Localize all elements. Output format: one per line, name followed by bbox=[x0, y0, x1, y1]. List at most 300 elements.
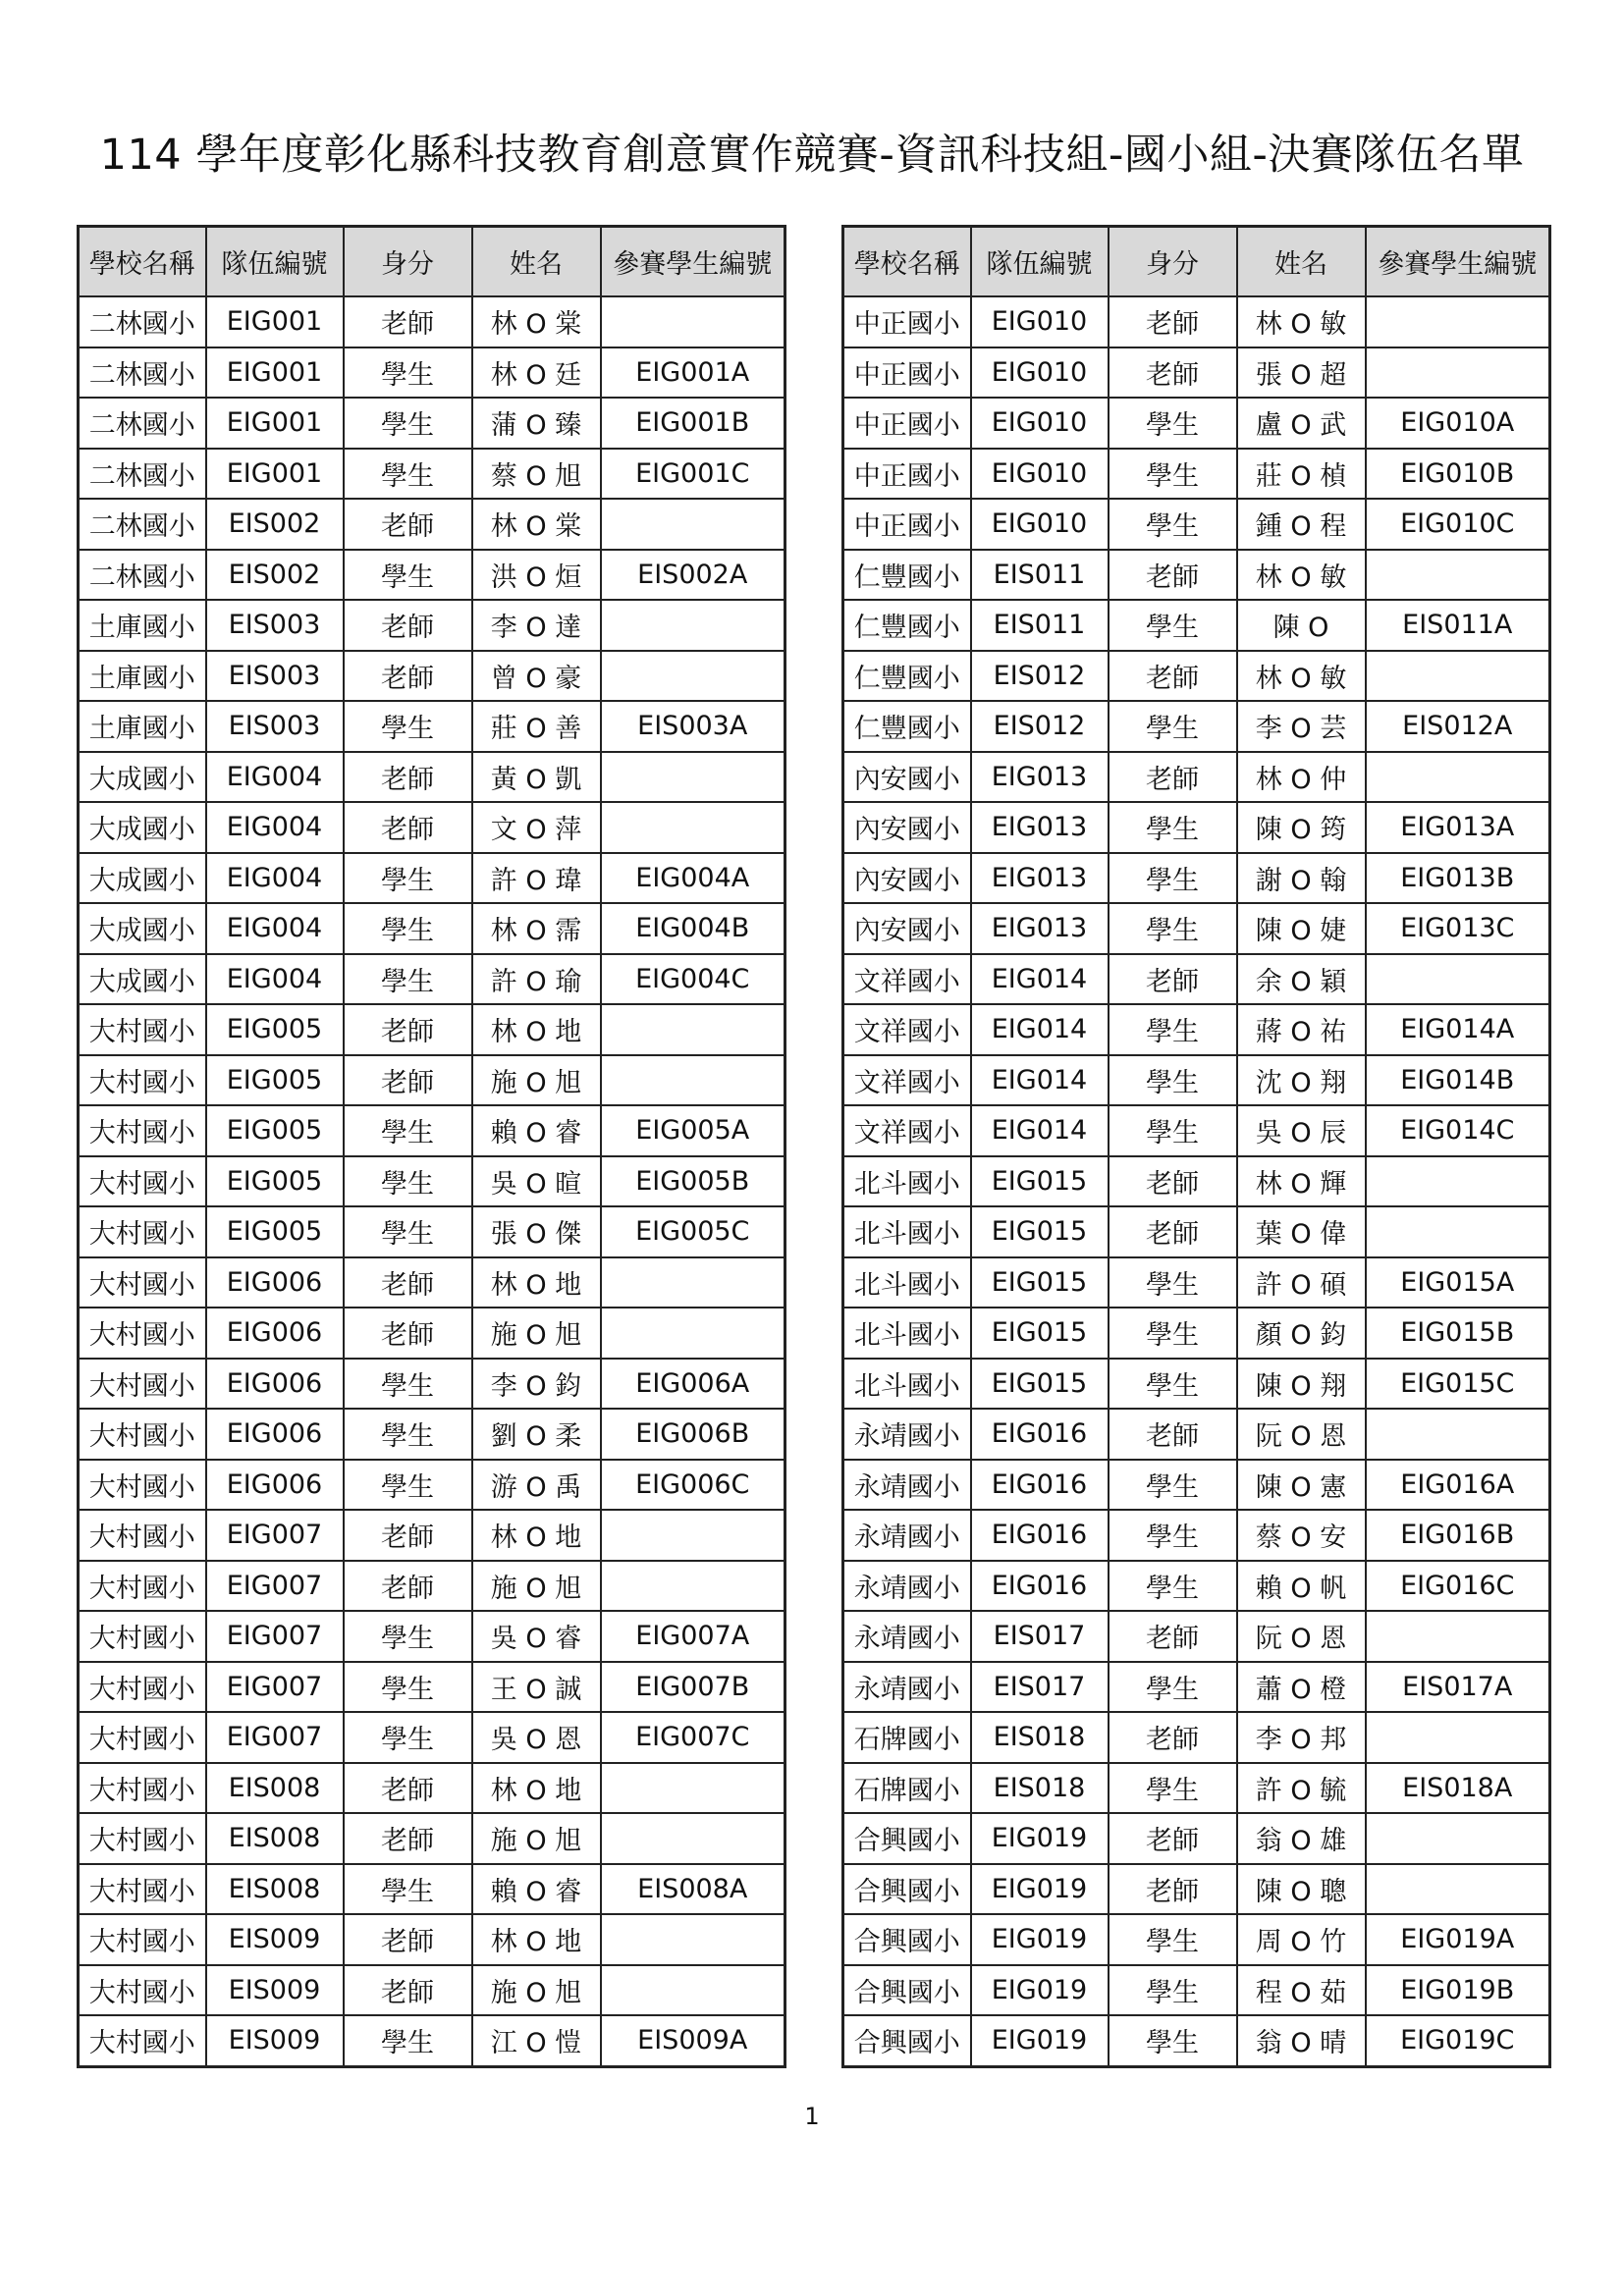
cell-role: 學生 bbox=[344, 347, 472, 399]
table-row bbox=[843, 752, 1550, 803]
cell-name: 林 O 敏 bbox=[1237, 651, 1366, 702]
cell-school: 大成國小 bbox=[79, 853, 206, 904]
table-row bbox=[79, 1257, 785, 1308]
cell-student-id bbox=[601, 1561, 785, 1612]
cell-team-id: EIG013 bbox=[971, 903, 1109, 954]
cell-student-id bbox=[601, 600, 785, 651]
table-row bbox=[79, 1308, 785, 1359]
cell-school: 合興國小 bbox=[843, 1864, 971, 1915]
table-row bbox=[79, 1813, 785, 1864]
cell-role: 學生 bbox=[1109, 1359, 1237, 1410]
cell-name: 施 O 旭 bbox=[472, 1965, 601, 2016]
cell-school: 仁豐國小 bbox=[843, 550, 971, 601]
cell-school: 大村國小 bbox=[79, 1055, 206, 1106]
cell-team-id: EIG015 bbox=[971, 1156, 1109, 1207]
table-row bbox=[79, 600, 785, 651]
cell-role: 老師 bbox=[344, 1813, 472, 1864]
table-row bbox=[79, 550, 785, 601]
cell-student-id: EIG014C bbox=[1366, 1105, 1550, 1156]
cell-team-id: EIG006 bbox=[206, 1460, 344, 1511]
cell-student-id bbox=[601, 1763, 785, 1814]
cell-name: 張 O 超 bbox=[1237, 347, 1366, 399]
cell-school: 永靖國小 bbox=[843, 1611, 971, 1662]
cell-name: 林 O 地 bbox=[472, 1004, 601, 1055]
cell-school: 大村國小 bbox=[79, 1156, 206, 1207]
cell-name: 許 O 瑜 bbox=[472, 954, 601, 1005]
cell-student-id: EIG004B bbox=[601, 903, 785, 954]
table-header-row bbox=[79, 227, 785, 297]
cell-team-id: EIG010 bbox=[971, 296, 1109, 347]
cell-role: 學生 bbox=[1109, 398, 1237, 449]
cell-school: 土庫國小 bbox=[79, 701, 206, 752]
cell-school: 合興國小 bbox=[843, 1914, 971, 1965]
cell-name: 蔣 O 祐 bbox=[1237, 1004, 1366, 1055]
table-row bbox=[79, 1004, 785, 1055]
cell-team-id: EIS009 bbox=[206, 1914, 344, 1965]
cell-name: 游 O 禹 bbox=[472, 1460, 601, 1511]
cell-name: 施 O 旭 bbox=[472, 1055, 601, 1106]
cell-team-id: EIG016 bbox=[971, 1510, 1109, 1561]
cell-name: 莊 O 善 bbox=[472, 701, 601, 752]
table-row bbox=[843, 1914, 1550, 1965]
cell-student-id bbox=[1366, 296, 1550, 347]
page-title: 114 學年度彰化縣科技教育創意實作競賽-資訊科技組-國小組-決賽隊伍名單 bbox=[99, 131, 1525, 180]
cell-student-id: EIG007C bbox=[601, 1712, 785, 1763]
cell-student-id bbox=[601, 1055, 785, 1106]
cell-school: 二林國小 bbox=[79, 398, 206, 449]
table-row bbox=[79, 1611, 785, 1662]
cell-role: 學生 bbox=[1109, 2015, 1237, 2066]
cell-team-id: EIG014 bbox=[971, 1004, 1109, 1055]
cell-name: 蕭 O 橙 bbox=[1237, 1662, 1366, 1713]
page-number: 1 bbox=[804, 2103, 820, 2130]
cell-team-id: EIS008 bbox=[206, 1864, 344, 1915]
table-row bbox=[843, 1206, 1550, 1257]
cell-team-id: EIG005 bbox=[206, 1105, 344, 1156]
table-row bbox=[79, 701, 785, 752]
table-row bbox=[843, 1308, 1550, 1359]
cell-team-id: EIG015 bbox=[971, 1359, 1109, 1410]
cell-student-id: EIG006C bbox=[601, 1460, 785, 1511]
cell-school: 大村國小 bbox=[79, 1864, 206, 1915]
cell-school: 文祥國小 bbox=[843, 1055, 971, 1106]
cell-team-id: EIG005 bbox=[206, 1055, 344, 1106]
cell-student-id: EIG015B bbox=[1366, 1308, 1550, 1359]
cell-name: 林 O 棠 bbox=[472, 296, 601, 347]
cell-school: 合興國小 bbox=[843, 2015, 971, 2066]
table-row bbox=[79, 954, 785, 1005]
cell-team-id: EIG010 bbox=[971, 398, 1109, 449]
cell-role: 老師 bbox=[344, 802, 472, 853]
cell-role: 學生 bbox=[1109, 853, 1237, 904]
cell-student-id bbox=[601, 1004, 785, 1055]
table-row bbox=[843, 1257, 1550, 1308]
cell-student-id: EIG006A bbox=[601, 1359, 785, 1410]
table-row bbox=[79, 1965, 785, 2016]
cell-student-id: EIG005C bbox=[601, 1206, 785, 1257]
cell-team-id: EIG019 bbox=[971, 1864, 1109, 1915]
cell-student-id: EIG005B bbox=[601, 1156, 785, 1207]
cell-role: 學生 bbox=[1109, 1914, 1237, 1965]
cell-role: 學生 bbox=[1109, 701, 1237, 752]
cell-team-id: EIG010 bbox=[971, 499, 1109, 550]
cell-student-id: EIS002A bbox=[601, 550, 785, 601]
cell-team-id: EIG001 bbox=[206, 296, 344, 347]
cell-team-id: EIG019 bbox=[971, 1813, 1109, 1864]
cell-team-id: EIG004 bbox=[206, 954, 344, 1005]
cell-name: 吳 O 辰 bbox=[1237, 1105, 1366, 1156]
cell-role: 老師 bbox=[344, 651, 472, 702]
cell-role: 老師 bbox=[1109, 651, 1237, 702]
cell-school: 二林國小 bbox=[79, 449, 206, 500]
cell-team-id: EIS002 bbox=[206, 550, 344, 601]
table-row bbox=[79, 853, 785, 904]
cell-student-id: EIG019C bbox=[1366, 2015, 1550, 2066]
cell-student-id bbox=[601, 1813, 785, 1864]
cell-student-id: EIG006B bbox=[601, 1409, 785, 1460]
cell-school: 內安國小 bbox=[843, 752, 971, 803]
cell-role: 學生 bbox=[344, 1460, 472, 1511]
cell-student-id bbox=[601, 651, 785, 702]
cell-school: 大成國小 bbox=[79, 802, 206, 853]
cell-team-id: EIG010 bbox=[971, 449, 1109, 500]
table-row bbox=[843, 2015, 1550, 2066]
column-header-name: 姓名 bbox=[1237, 227, 1366, 297]
cell-role: 學生 bbox=[344, 853, 472, 904]
cell-name: 鍾 O 程 bbox=[1237, 499, 1366, 550]
roster-table-right bbox=[841, 225, 1551, 2068]
cell-student-id: EIG016C bbox=[1366, 1561, 1550, 1612]
cell-role: 老師 bbox=[344, 1510, 472, 1561]
cell-team-id: EIS003 bbox=[206, 651, 344, 702]
cell-role: 老師 bbox=[1109, 1409, 1237, 1460]
cell-name: 謝 O 翰 bbox=[1237, 853, 1366, 904]
cell-student-id: EIS009A bbox=[601, 2015, 785, 2066]
cell-school: 合興國小 bbox=[843, 1813, 971, 1864]
cell-student-id: EIG013A bbox=[1366, 802, 1550, 853]
cell-role: 學生 bbox=[344, 1712, 472, 1763]
cell-name: 吳 O 恩 bbox=[472, 1712, 601, 1763]
cell-student-id bbox=[601, 1510, 785, 1561]
cell-name: 李 O 達 bbox=[472, 600, 601, 651]
table-row bbox=[79, 1460, 785, 1511]
cell-student-id bbox=[601, 1965, 785, 2016]
column-header-student-id: 參賽學生編號 bbox=[601, 227, 785, 297]
cell-student-id bbox=[601, 296, 785, 347]
table-row bbox=[79, 1662, 785, 1713]
cell-student-id: EIG015C bbox=[1366, 1359, 1550, 1410]
column-header-name: 姓名 bbox=[472, 227, 601, 297]
cell-team-id: EIG013 bbox=[971, 853, 1109, 904]
cell-student-id: EIS011A bbox=[1366, 600, 1550, 651]
cell-student-id: EIG005A bbox=[601, 1105, 785, 1156]
cell-school: 文祥國小 bbox=[843, 954, 971, 1005]
cell-role: 學生 bbox=[1109, 1763, 1237, 1814]
cell-role: 學生 bbox=[1109, 1460, 1237, 1511]
cell-role: 老師 bbox=[344, 1763, 472, 1814]
cell-school: 永靖國小 bbox=[843, 1561, 971, 1612]
cell-team-id: EIG007 bbox=[206, 1662, 344, 1713]
cell-school: 石牌國小 bbox=[843, 1712, 971, 1763]
table-row bbox=[843, 600, 1550, 651]
cell-student-id: EIG007B bbox=[601, 1662, 785, 1713]
cell-role: 老師 bbox=[344, 1004, 472, 1055]
cell-school: 大村國小 bbox=[79, 1510, 206, 1561]
cell-name: 林 O 地 bbox=[472, 1914, 601, 1965]
cell-team-id: EIG015 bbox=[971, 1257, 1109, 1308]
cell-role: 老師 bbox=[344, 1308, 472, 1359]
cell-role: 學生 bbox=[1109, 1004, 1237, 1055]
cell-name: 施 O 旭 bbox=[472, 1308, 601, 1359]
cell-team-id: EIG013 bbox=[971, 802, 1109, 853]
table-row bbox=[79, 1763, 785, 1814]
table-row bbox=[79, 1105, 785, 1156]
cell-school: 永靖國小 bbox=[843, 1510, 971, 1561]
table-row bbox=[79, 1561, 785, 1612]
cell-name: 王 O 誠 bbox=[472, 1662, 601, 1713]
cell-school: 二林國小 bbox=[79, 296, 206, 347]
cell-team-id: EIS011 bbox=[971, 550, 1109, 601]
cell-name: 黃 O 凱 bbox=[472, 752, 601, 803]
cell-team-id: EIS009 bbox=[206, 1965, 344, 2016]
table-row bbox=[843, 1864, 1550, 1915]
cell-team-id: EIS009 bbox=[206, 2015, 344, 2066]
cell-team-id: EIG019 bbox=[971, 1965, 1109, 2016]
cell-school: 仁豐國小 bbox=[843, 701, 971, 752]
cell-team-id: EIG013 bbox=[971, 752, 1109, 803]
table-row bbox=[843, 1105, 1550, 1156]
cell-team-id: EIG005 bbox=[206, 1206, 344, 1257]
cell-team-id: EIS012 bbox=[971, 701, 1109, 752]
cell-team-id: EIG006 bbox=[206, 1409, 344, 1460]
cell-school: 大村國小 bbox=[79, 1712, 206, 1763]
cell-school: 大村國小 bbox=[79, 1004, 206, 1055]
cell-team-id: EIG016 bbox=[971, 1460, 1109, 1511]
cell-name: 阮 O 恩 bbox=[1237, 1409, 1366, 1460]
cell-team-id: EIG016 bbox=[971, 1561, 1109, 1612]
cell-school: 大成國小 bbox=[79, 752, 206, 803]
table-row bbox=[843, 1662, 1550, 1713]
table-row bbox=[843, 903, 1550, 954]
cell-team-id: EIG014 bbox=[971, 1055, 1109, 1106]
cell-role: 學生 bbox=[1109, 1055, 1237, 1106]
cell-name: 翁 O 晴 bbox=[1237, 2015, 1366, 2066]
cell-student-id bbox=[1366, 752, 1550, 803]
cell-school: 二林國小 bbox=[79, 499, 206, 550]
cell-name: 林 O 地 bbox=[472, 1510, 601, 1561]
cell-school: 北斗國小 bbox=[843, 1156, 971, 1207]
cell-team-id: EIG014 bbox=[971, 954, 1109, 1005]
cell-name: 文 O 萍 bbox=[472, 802, 601, 853]
cell-role: 老師 bbox=[1109, 1712, 1237, 1763]
cell-name: 施 O 旭 bbox=[472, 1813, 601, 1864]
cell-name: 賴 O 睿 bbox=[472, 1864, 601, 1915]
table-row bbox=[79, 296, 785, 347]
table-row bbox=[843, 802, 1550, 853]
cell-name: 張 O 傑 bbox=[472, 1206, 601, 1257]
cell-name: 林 O 棠 bbox=[472, 499, 601, 550]
cell-team-id: EIG006 bbox=[206, 1308, 344, 1359]
cell-name: 賴 O 睿 bbox=[472, 1105, 601, 1156]
cell-school: 大村國小 bbox=[79, 1662, 206, 1713]
cell-school: 石牌國小 bbox=[843, 1763, 971, 1814]
cell-team-id: EIS008 bbox=[206, 1813, 344, 1864]
cell-role: 學生 bbox=[344, 1156, 472, 1207]
cell-role: 學生 bbox=[344, 1409, 472, 1460]
column-header-team-id: 隊伍編號 bbox=[971, 227, 1109, 297]
cell-name: 吳 O 暄 bbox=[472, 1156, 601, 1207]
cell-role: 老師 bbox=[1109, 954, 1237, 1005]
cell-student-id: EIG013B bbox=[1366, 853, 1550, 904]
cell-student-id: EIG014B bbox=[1366, 1055, 1550, 1106]
cell-student-id bbox=[1366, 1611, 1550, 1662]
cell-team-id: EIG001 bbox=[206, 347, 344, 399]
table-row bbox=[843, 296, 1550, 347]
cell-team-id: EIG019 bbox=[971, 1914, 1109, 1965]
cell-name: 劉 O 柔 bbox=[472, 1409, 601, 1460]
cell-team-id: EIG019 bbox=[971, 2015, 1109, 2066]
cell-student-id: EIG019B bbox=[1366, 1965, 1550, 2016]
cell-student-id: EIG016B bbox=[1366, 1510, 1550, 1561]
cell-school: 中正國小 bbox=[843, 296, 971, 347]
cell-student-id: EIS012A bbox=[1366, 701, 1550, 752]
cell-name: 李 O 邦 bbox=[1237, 1712, 1366, 1763]
table-row bbox=[79, 499, 785, 550]
cell-student-id: EIG010A bbox=[1366, 398, 1550, 449]
cell-team-id: EIG007 bbox=[206, 1561, 344, 1612]
cell-team-id: EIS017 bbox=[971, 1611, 1109, 1662]
cell-name: 吳 O 睿 bbox=[472, 1611, 601, 1662]
cell-name: 葉 O 偉 bbox=[1237, 1206, 1366, 1257]
cell-role: 學生 bbox=[1109, 1561, 1237, 1612]
cell-student-id bbox=[1366, 954, 1550, 1005]
cell-team-id: EIG016 bbox=[971, 1409, 1109, 1460]
table-row bbox=[79, 1359, 785, 1410]
cell-role: 學生 bbox=[1109, 1510, 1237, 1561]
cell-role: 老師 bbox=[1109, 1611, 1237, 1662]
cell-team-id: EIG001 bbox=[206, 449, 344, 500]
cell-school: 永靖國小 bbox=[843, 1460, 971, 1511]
cell-student-id: EIG013C bbox=[1366, 903, 1550, 954]
cell-role: 學生 bbox=[1109, 499, 1237, 550]
cell-name: 蔡 O 安 bbox=[1237, 1510, 1366, 1561]
cell-student-id: EIG004A bbox=[601, 853, 785, 904]
cell-school: 大村國小 bbox=[79, 1359, 206, 1410]
column-header-student-id: 參賽學生編號 bbox=[1366, 227, 1550, 297]
column-header-role: 身分 bbox=[344, 227, 472, 297]
cell-school: 大村國小 bbox=[79, 1611, 206, 1662]
cell-school: 土庫國小 bbox=[79, 600, 206, 651]
cell-role: 老師 bbox=[1109, 1864, 1237, 1915]
cell-school: 大成國小 bbox=[79, 954, 206, 1005]
cell-name: 林 O 敏 bbox=[1237, 550, 1366, 601]
cell-role: 學生 bbox=[344, 2015, 472, 2066]
cell-school: 北斗國小 bbox=[843, 1308, 971, 1359]
cell-role: 老師 bbox=[1109, 1206, 1237, 1257]
cell-school: 北斗國小 bbox=[843, 1206, 971, 1257]
cell-name: 陳 O 憲 bbox=[1237, 1460, 1366, 1511]
table-row bbox=[843, 1460, 1550, 1511]
cell-student-id bbox=[601, 752, 785, 803]
cell-role: 學生 bbox=[344, 1359, 472, 1410]
cell-name: 翁 O 雄 bbox=[1237, 1813, 1366, 1864]
cell-role: 學生 bbox=[1109, 449, 1237, 500]
cell-team-id: EIG001 bbox=[206, 398, 344, 449]
cell-role: 學生 bbox=[344, 1611, 472, 1662]
table-row bbox=[843, 1409, 1550, 1460]
cell-team-id: EIG004 bbox=[206, 802, 344, 853]
cell-role: 學生 bbox=[344, 449, 472, 500]
cell-school: 大村國小 bbox=[79, 1105, 206, 1156]
cell-team-id: EIG007 bbox=[206, 1712, 344, 1763]
cell-name: 林 O 廷 bbox=[472, 347, 601, 399]
cell-student-id: EIG001B bbox=[601, 398, 785, 449]
cell-team-id: EIS003 bbox=[206, 701, 344, 752]
cell-school: 大村國小 bbox=[79, 2015, 206, 2066]
cell-student-id: EIG016A bbox=[1366, 1460, 1550, 1511]
cell-role: 老師 bbox=[1109, 1813, 1237, 1864]
cell-role: 老師 bbox=[344, 600, 472, 651]
cell-name: 陳 O 聰 bbox=[1237, 1864, 1366, 1915]
cell-school: 永靖國小 bbox=[843, 1409, 971, 1460]
cell-name: 周 O 竹 bbox=[1237, 1914, 1366, 1965]
cell-role: 老師 bbox=[344, 1965, 472, 2016]
table-row bbox=[843, 1359, 1550, 1410]
cell-student-id bbox=[601, 1914, 785, 1965]
cell-school: 大村國小 bbox=[79, 1206, 206, 1257]
cell-role: 老師 bbox=[1109, 347, 1237, 399]
column-header-school: 學校名稱 bbox=[843, 227, 971, 297]
table-row bbox=[843, 853, 1550, 904]
cell-school: 大村國小 bbox=[79, 1965, 206, 2016]
cell-school: 內安國小 bbox=[843, 853, 971, 904]
table-row bbox=[79, 802, 785, 853]
roster-table-left bbox=[77, 225, 786, 2068]
cell-team-id: EIG015 bbox=[971, 1308, 1109, 1359]
cell-role: 學生 bbox=[344, 1105, 472, 1156]
cell-student-id bbox=[1366, 1813, 1550, 1864]
table-row bbox=[843, 1156, 1550, 1207]
cell-name: 林 O 仲 bbox=[1237, 752, 1366, 803]
cell-student-id bbox=[601, 1308, 785, 1359]
table-row bbox=[843, 701, 1550, 752]
cell-school: 合興國小 bbox=[843, 1965, 971, 2016]
table-row bbox=[843, 398, 1550, 449]
cell-role: 學生 bbox=[344, 550, 472, 601]
table-row bbox=[79, 1510, 785, 1561]
table-row bbox=[79, 651, 785, 702]
cell-team-id: EIG007 bbox=[206, 1510, 344, 1561]
table-row bbox=[79, 1409, 785, 1460]
cell-school: 大村國小 bbox=[79, 1914, 206, 1965]
table-row bbox=[843, 1712, 1550, 1763]
table-row bbox=[79, 1914, 785, 1965]
cell-school: 內安國小 bbox=[843, 903, 971, 954]
table-row bbox=[79, 1864, 785, 1915]
cell-name: 陳 O 翔 bbox=[1237, 1359, 1366, 1410]
cell-name: 施 O 旭 bbox=[472, 1561, 601, 1612]
table-row bbox=[843, 1611, 1550, 1662]
cell-name: 林 O 地 bbox=[472, 1257, 601, 1308]
cell-student-id bbox=[1366, 651, 1550, 702]
cell-school: 中正國小 bbox=[843, 449, 971, 500]
cell-name: 許 O 瑋 bbox=[472, 853, 601, 904]
cell-name: 林 O 輝 bbox=[1237, 1156, 1366, 1207]
cell-role: 學生 bbox=[344, 701, 472, 752]
cell-school: 中正國小 bbox=[843, 499, 971, 550]
table-row bbox=[843, 954, 1550, 1005]
cell-name: 陳 O 婕 bbox=[1237, 903, 1366, 954]
